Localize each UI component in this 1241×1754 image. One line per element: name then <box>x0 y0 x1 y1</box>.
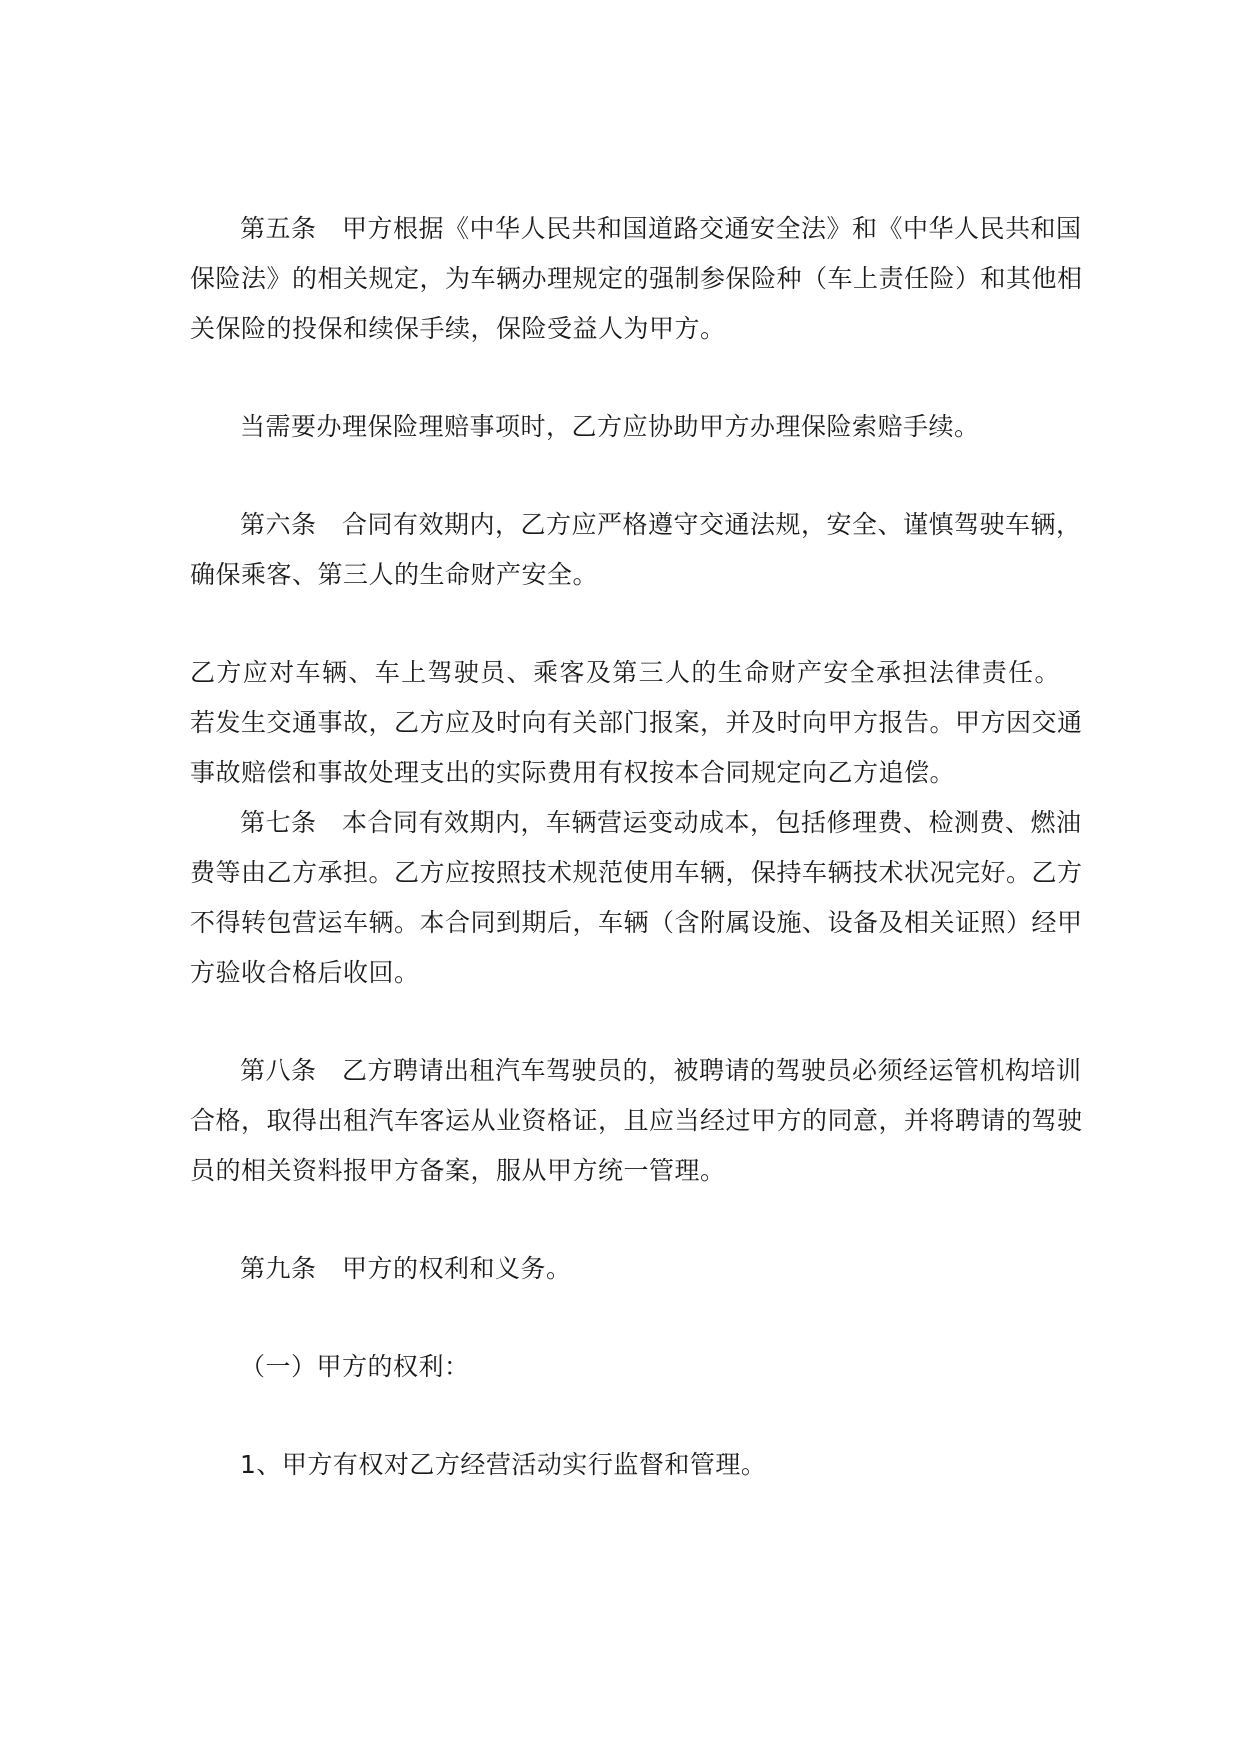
party-a-rights-heading: （一）甲方的权利： <box>240 1352 470 1381</box>
party-a-rights-item-1: 1、甲方有权对乙方经营活动实行监督和管理。 <box>240 1450 767 1479</box>
article-7-line-4: 方验收合格后收回。 <box>190 958 420 987</box>
article-7-line-2: 费等由乙方承担。乙方应按照技术规范使用车辆，保持车辆技术状况完好。乙方 <box>190 858 1083 887</box>
article-7-line-3: 不得转包营运车辆。本合同到期后，车辆（含附属设施、设备及相关证照）经甲 <box>190 908 1083 937</box>
liability-line-1: 乙方应对车辆、车上驾驶员、乘客及第三人的生命财产安全承担法律责任。 <box>190 658 1060 687</box>
article-9-heading: 第九条 甲方的权利和义务。 <box>240 1254 572 1283</box>
article-8-line-2: 合格，取得出租汽车客运从业资格证，且应当经过甲方的同意，并将聘请的驾驶 <box>190 1106 1083 1135</box>
liability-line-3: 事故赔偿和事故处理支出的实际费用有权按本合同规定向乙方追偿。 <box>190 758 956 787</box>
liability-line-2: 若发生交通事故，乙方应及时向有关部门报案，并及时向甲方报告。甲方因交通 <box>190 708 1083 737</box>
article-5-line-3: 关保险的投保和续保手续，保险受益人为甲方。 <box>190 314 726 343</box>
article-5-line-1: 第五条 甲方根据《中华人民共和国道路交通安全法》和《中华人民共和国 <box>240 214 1082 243</box>
article-6-line-1: 第六条 合同有效期内，乙方应严格遵守交通法规，安全、谨慎驾驶车辆， <box>240 510 1082 539</box>
article-8-line-3: 员的相关资料报甲方备案，服从甲方统一管理。 <box>190 1156 726 1185</box>
insurance-claim-paragraph: 当需要办理保险理赔事项时，乙方应协助甲方办理保险索赔手续。 <box>240 412 980 441</box>
article-5-line-2: 保险法》的相关规定，为车辆办理规定的强制参保险种（车上责任险）和其他相 <box>190 264 1083 293</box>
article-7-line-1: 第七条 本合同有效期内，车辆营运变动成本，包括修理费、检测费、燃油 <box>240 808 1082 837</box>
article-8-line-1: 第八条 乙方聘请出租汽车驾驶员的，被聘请的驾驶员必须经运管机构培训 <box>240 1056 1082 1085</box>
article-6-line-2: 确保乘客、第三人的生命财产安全。 <box>190 560 599 589</box>
